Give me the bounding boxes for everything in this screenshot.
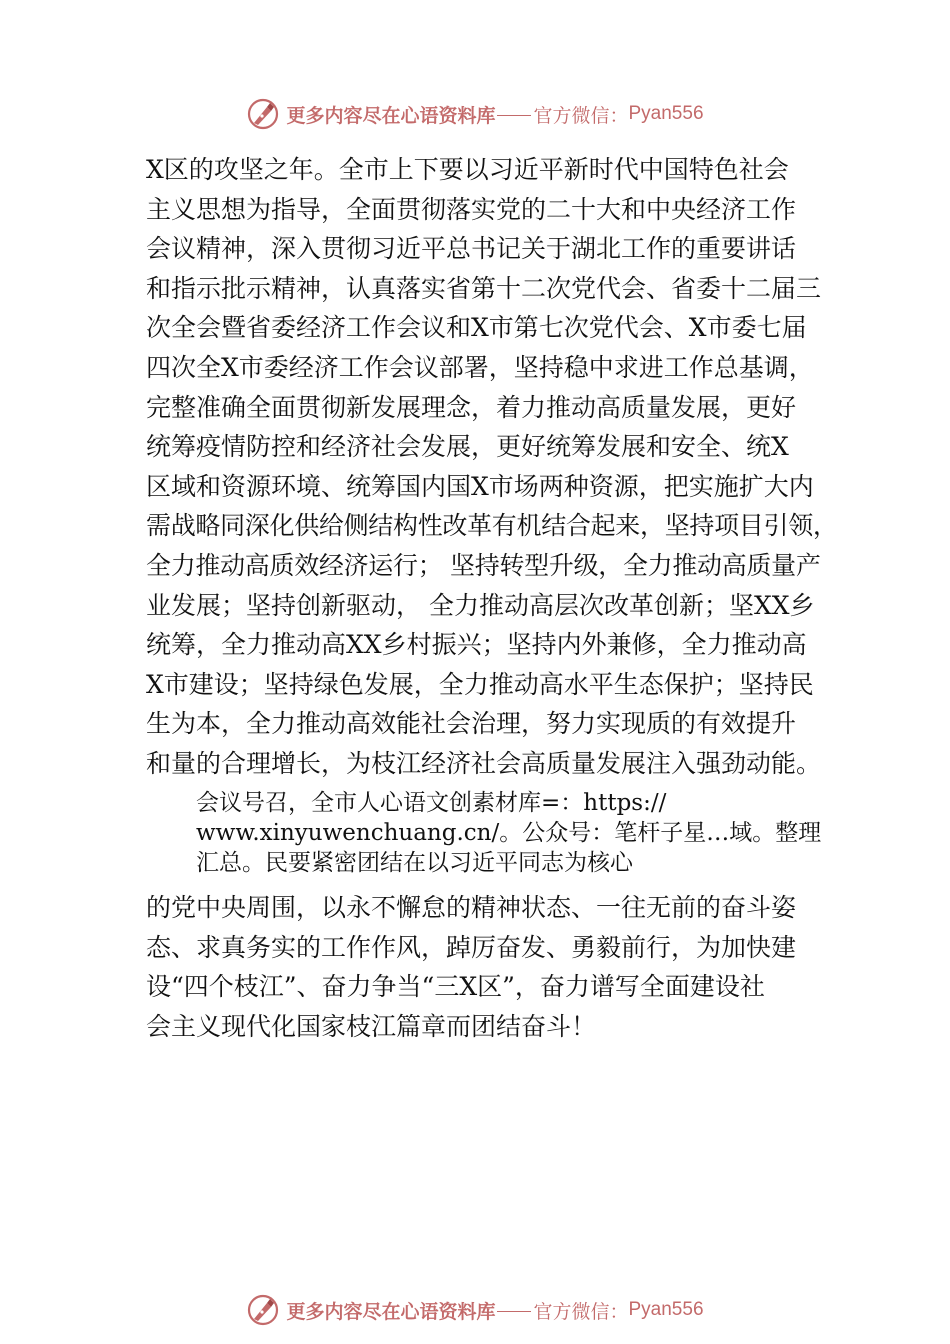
pen-nib-logo-icon	[246, 1293, 280, 1327]
top-banner	[0, 94, 950, 134]
text-line: 区域和资源环境、统筹国内国X市场两种资源，把实施扩大内	[146, 471, 814, 501]
banner-wechat-label: 官方微信：	[533, 1300, 629, 1323]
text-line: X市建设；坚持绿色发展，全力推动高水平生态保护；坚持民	[146, 669, 814, 699]
banner-text: 更多内容尽在心语资料库	[286, 104, 496, 127]
text-line: 需战略同深化供给侧结构性改革有机结合起来，坚持项目引领，	[146, 511, 838, 541]
text-line: X区的攻坚之年。全市上下要以习近平新时代中国特色社会	[146, 155, 789, 184]
banner-dash	[497, 1311, 531, 1312]
main-paragraph	[146, 150, 838, 784]
banner-wechat-id: Pyan556	[628, 1299, 704, 1320]
pen-nib-logo-icon	[246, 97, 280, 131]
bottom-banner	[0, 1290, 950, 1330]
text-line: 会议精神，深入贯彻习近平总书记关于湖北工作的重要讲话	[146, 234, 797, 264]
text-line: 全力推动高质效经济运行； 坚持转型升级，全力推动高质量产	[146, 550, 821, 580]
text-line: 四次全X市委经济工作会议部署，坚持稳中求进工作总基调，	[146, 352, 814, 382]
banner-wechat-label: 官方微信：	[533, 104, 629, 127]
notice-block	[196, 788, 846, 878]
text-line: 生为本，全力推动高效能社会治理，努力实现质的有效提升	[146, 709, 797, 739]
notice-line: www.xinyuwenchuang.cn/。公众号：笔杆子星…域。整理	[196, 820, 822, 846]
text-line: 和量的合理增长，为枝江经济社会高质量发展注入强劲动能。	[146, 748, 822, 778]
text-line: 完整准确全面贯彻新发展理念，着力推动高质量发展，更好	[146, 392, 797, 422]
text-line: 次全会暨省委经济工作会议和X市第七次党代会、X市委七届	[146, 313, 807, 343]
banner-dash	[497, 115, 531, 116]
text-line: 态、求真务实的工作作风，踔厉奋发、勇毅前行，为加快建	[146, 932, 797, 962]
text-line: 设“四个枝江”、奋力争当“三X区”，奋力谱写全面建设社	[146, 972, 765, 1002]
text-line: 主义思想为指导，全面贯彻落实党的二十大和中央经济工作	[146, 194, 797, 224]
notice-line: 汇总。民要紧密团结在以习近平同志为核心	[196, 850, 633, 876]
text-line: 统筹疫情防控和经济社会发展，更好统筹发展和安全、统X	[146, 432, 789, 462]
closing-paragraph	[146, 888, 826, 1046]
notice-line: 会议号召，全市人心语文创素材库=：https://	[196, 790, 667, 816]
text-line: 统筹，全力推动高XX乡村振兴；坚持内外兼修，全力推动高	[146, 630, 807, 660]
banner-text: 更多内容尽在心语资料库	[286, 1300, 496, 1323]
text-line: 和指示批示精神，认真落实省第十二次党代会、省委十二届三	[146, 273, 822, 303]
text-line: 业发展；坚持创新驱动， 全力推动高层次改革创新；坚XX乡	[146, 590, 815, 620]
text-line: 的党中央周围，以永不懈怠的精神状态、一往无前的奋斗姿	[146, 893, 797, 922]
text-line: 会主义现代化国家枝江篇章而团结奋斗！	[146, 1011, 597, 1041]
banner-wechat-id: Pyan556	[628, 103, 704, 124]
